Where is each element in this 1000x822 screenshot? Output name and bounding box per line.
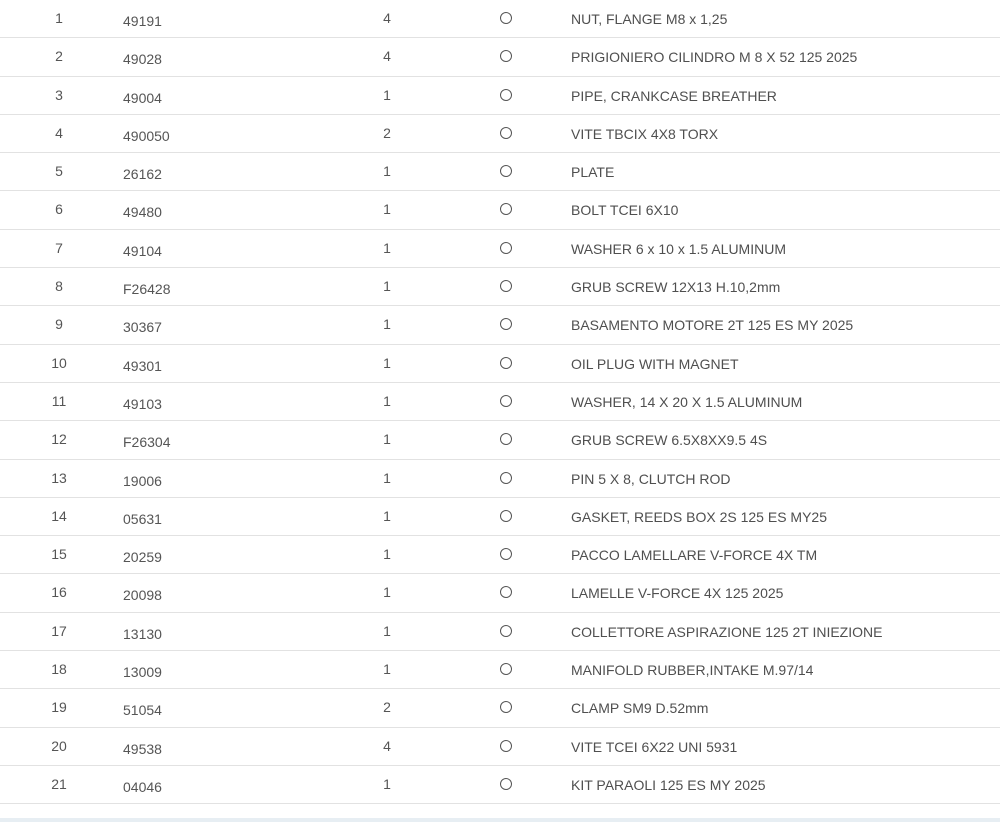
part-quantity: 1: [383, 86, 391, 103]
row-number: 2: [55, 48, 63, 65]
part-description: GRUB SCREW 6.5X8XX9.5 4S: [571, 432, 768, 449]
select-radio-button[interactable]: [500, 472, 512, 484]
part-code: 13009: [123, 664, 162, 681]
select-radio-button[interactable]: [500, 318, 512, 330]
select-radio-button[interactable]: [500, 280, 512, 292]
part-code: 13130: [123, 625, 162, 642]
part-quantity: 1: [383, 278, 391, 295]
part-description: KIT PARAOLI 125 ES MY 2025: [571, 776, 766, 793]
row-number: 1: [55, 10, 63, 26]
table-row: [0, 613, 1000, 651]
row-number: 18: [51, 661, 67, 678]
table-row: [0, 728, 1000, 766]
select-radio-button[interactable]: [500, 740, 512, 752]
part-description: BOLT TCEI 6X10: [571, 202, 679, 219]
table-row: [0, 574, 1000, 612]
row-number: 7: [55, 239, 63, 256]
part-code: 49301: [123, 357, 162, 374]
select-radio-button[interactable]: [500, 242, 512, 254]
part-description: PLATE: [571, 164, 615, 181]
part-quantity: 1: [383, 316, 391, 333]
table-row: [0, 460, 1000, 498]
part-code: 51054: [123, 702, 162, 719]
part-code: 30367: [123, 319, 162, 336]
part-quantity: 1: [383, 775, 391, 792]
part-code: 490050: [123, 127, 170, 144]
row-number: 19: [51, 699, 67, 716]
select-radio-button[interactable]: [500, 625, 512, 637]
select-radio-button[interactable]: [500, 586, 512, 598]
select-radio-button[interactable]: [500, 701, 512, 713]
part-quantity: 1: [383, 469, 391, 486]
part-quantity: 2: [383, 699, 391, 716]
part-description: COLLETTORE ASPIRAZIONE 125 2T INIEZIONE: [571, 623, 883, 640]
select-radio-button[interactable]: [500, 12, 512, 24]
part-description: VITE TBCIX 4X8 TORX: [571, 125, 719, 142]
part-quantity: 1: [383, 354, 391, 371]
part-description: CLAMP SM9 D.52mm: [571, 700, 709, 717]
select-radio-button[interactable]: [500, 165, 512, 177]
table-row: [0, 115, 1000, 153]
part-description: PIN 5 X 8, CLUTCH ROD: [571, 470, 731, 487]
table-row: [0, 230, 1000, 268]
part-description: MANIFOLD RUBBER,INTAKE M.97/14: [571, 662, 814, 679]
table-row: [0, 38, 1000, 76]
row-number: 15: [51, 546, 67, 563]
select-radio-button[interactable]: [500, 433, 512, 445]
part-description: WASHER, 14 X 20 X 1.5 ALUMINUM: [571, 393, 803, 410]
part-description: GASKET, REEDS BOX 2S 125 ES MY25: [571, 508, 827, 525]
part-quantity: 2: [383, 124, 391, 141]
part-code: 04046: [123, 778, 162, 795]
row-number: 20: [51, 737, 67, 754]
row-number: 16: [51, 584, 67, 601]
part-description: NUT, FLANGE M8 x 1,25: [571, 11, 728, 27]
part-code: 49480: [123, 204, 162, 221]
part-quantity: 1: [383, 622, 391, 639]
select-radio-button[interactable]: [500, 510, 512, 522]
select-radio-button[interactable]: [500, 778, 512, 790]
part-code: 49104: [123, 242, 162, 259]
part-quantity: 1: [383, 239, 391, 256]
table-row: [0, 651, 1000, 689]
table-row: [0, 306, 1000, 344]
part-description: OIL PLUG WITH MAGNET: [571, 355, 739, 372]
part-code: 20259: [123, 549, 162, 566]
part-quantity: 4: [383, 10, 391, 26]
part-code: 49538: [123, 740, 162, 757]
table-row: [0, 77, 1000, 115]
table-row: [0, 345, 1000, 383]
part-quantity: 1: [383, 163, 391, 180]
part-code: 49103: [123, 395, 162, 412]
part-quantity: 1: [383, 661, 391, 678]
table-row: [0, 689, 1000, 727]
part-quantity: 1: [383, 431, 391, 448]
part-code: 49004: [123, 89, 162, 106]
part-quantity: 1: [383, 392, 391, 409]
part-description: GRUB SCREW 12X13 H.10,2mm: [571, 279, 781, 296]
part-code: 49028: [123, 51, 162, 68]
part-description: BASAMENTO MOTORE 2T 125 ES MY 2025: [571, 317, 854, 334]
part-code: 20098: [123, 587, 162, 604]
part-description: PIPE, CRANKCASE BREATHER: [571, 87, 777, 104]
part-code: F26304: [123, 434, 171, 451]
row-number: 8: [55, 278, 63, 295]
row-number: 10: [51, 354, 67, 371]
row-number: 13: [51, 469, 67, 486]
row-number: 12: [51, 431, 67, 448]
row-number: 9: [55, 316, 63, 333]
table-row: [0, 766, 1000, 804]
row-number: 3: [55, 86, 63, 103]
row-number: 5: [55, 163, 63, 180]
select-radio-button[interactable]: [500, 395, 512, 407]
part-description: VITE TCEI 6X22 UNI 5931: [571, 738, 738, 755]
table-row: [0, 191, 1000, 229]
table-footer-strip: [0, 818, 1000, 822]
part-quantity: 1: [383, 201, 391, 218]
select-radio-button[interactable]: [500, 548, 512, 560]
table-row: [0, 0, 1000, 38]
table-row: [0, 421, 1000, 459]
select-radio-button[interactable]: [500, 357, 512, 369]
part-quantity: 4: [383, 48, 391, 65]
part-description: WASHER 6 x 10 x 1.5 ALUMINUM: [571, 240, 786, 257]
part-code: 26162: [123, 166, 162, 183]
select-radio-button[interactable]: [500, 127, 512, 139]
part-quantity: 4: [383, 737, 391, 754]
select-radio-button[interactable]: [500, 50, 512, 62]
row-number: 11: [51, 392, 67, 409]
select-radio-button[interactable]: [500, 203, 512, 215]
table-row: [0, 498, 1000, 536]
row-number: 14: [51, 507, 67, 524]
table-row: [0, 536, 1000, 574]
part-description: PACCO LAMELLARE V-FORCE 4X TM: [571, 547, 818, 564]
part-description: LAMELLE V-FORCE 4X 125 2025: [571, 585, 784, 602]
row-number: 21: [51, 775, 67, 792]
part-code: 49191: [123, 13, 162, 29]
table-row: [0, 383, 1000, 421]
row-number: 6: [55, 201, 63, 218]
part-code: F26428: [123, 281, 171, 298]
part-code: 19006: [123, 472, 162, 489]
select-radio-button[interactable]: [500, 663, 512, 675]
table-row: [0, 153, 1000, 191]
row-number: 4: [55, 124, 63, 141]
table-row: [0, 268, 1000, 306]
select-radio-button[interactable]: [500, 89, 512, 101]
part-quantity: 1: [383, 584, 391, 601]
part-quantity: 1: [383, 507, 391, 524]
part-description: PRIGIONIERO CILINDRO M 8 X 52 125 2025: [571, 49, 858, 66]
row-number: 17: [51, 622, 67, 639]
part-quantity: 1: [383, 546, 391, 563]
part-code: 05631: [123, 510, 162, 527]
